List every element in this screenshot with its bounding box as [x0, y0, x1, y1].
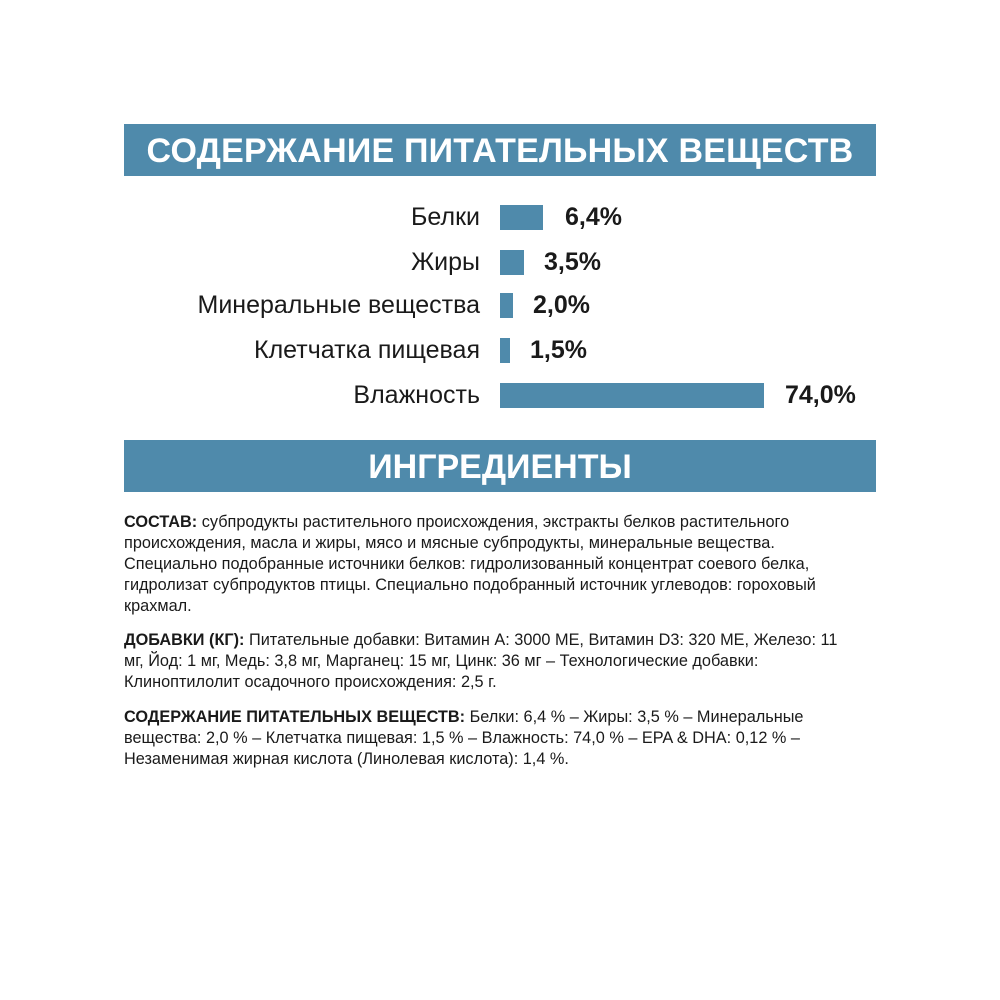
chart-label: Минеральные вещества	[197, 291, 480, 319]
chart-value: 3,5%	[544, 248, 601, 276]
chart-bar	[500, 250, 524, 275]
chart-bar	[500, 338, 510, 363]
chart-row-fat	[0, 247, 1000, 277]
composition-text: субпродукты растительного происхождения, экстракты белков растительного происхождения, масла и жиры, мясо и мясные субпродукты, минеральные вещества. Специально подобранные источники белков: гидролизованный концентрат соевого белка, гидролизат субпродуктов птицы. Специально подобранный источник углеводов: гороховый крахмал.	[124, 513, 816, 615]
chart-label: Влажность	[353, 381, 480, 409]
nutrients-title-banner: СОДЕРЖАНИЕ ПИТАТЕЛЬНЫХ ВЕЩЕСТВ	[124, 124, 876, 176]
chart-row-protein	[0, 202, 1000, 232]
chart-label: Жиры	[411, 248, 480, 276]
chart-row-moisture	[0, 380, 1000, 410]
composition-paragraph	[124, 512, 844, 617]
additives-label: ДОБАВКИ (КГ):	[124, 631, 245, 649]
chart-bar	[500, 383, 764, 408]
chart-value: 74,0%	[785, 381, 856, 409]
ingredients-title-banner: ИНГРЕДИЕНТЫ	[124, 440, 876, 492]
nutrients-paragraph	[124, 707, 844, 770]
chart-bar	[500, 205, 543, 230]
nutrients-label: СОДЕРЖАНИЕ ПИТАТЕЛЬНЫХ ВЕЩЕСТВ:	[124, 708, 466, 726]
chart-row-minerals	[0, 290, 1000, 320]
composition-label: СОСТАВ:	[124, 513, 198, 531]
chart-label: Белки	[411, 203, 480, 231]
chart-bar	[500, 293, 513, 318]
chart-value: 1,5%	[530, 336, 587, 364]
chart-value: 2,0%	[533, 291, 590, 319]
chart-value: 6,4%	[565, 203, 622, 231]
additives-paragraph	[124, 630, 844, 693]
nutrients-text: Белки: 6,4 % – Жиры: 3,5 % – Минеральные вещества: 2,0 % – Клетчатка пищевая: 1,5 % – Влажность: 74,0 % – EPA & DHA: 0,12 % – Незаменимая жирная кислота (Линолевая кислота): 1,4 %.	[124, 708, 804, 768]
chart-label: Клетчатка пищевая	[254, 336, 480, 364]
chart-row-fiber	[0, 335, 1000, 365]
additives-text: Питательные добавки: Витамин A: 3000 МЕ, Витамин D3: 320 МЕ, Железо: 11 мг, Йод: 1 мг, Медь: 3,8 мг, Марганец: 15 мг, Цинк: 36 мг – Технологические добавки: Клиноптилолит осадочного происхождения: 2,5 г.	[124, 631, 838, 691]
